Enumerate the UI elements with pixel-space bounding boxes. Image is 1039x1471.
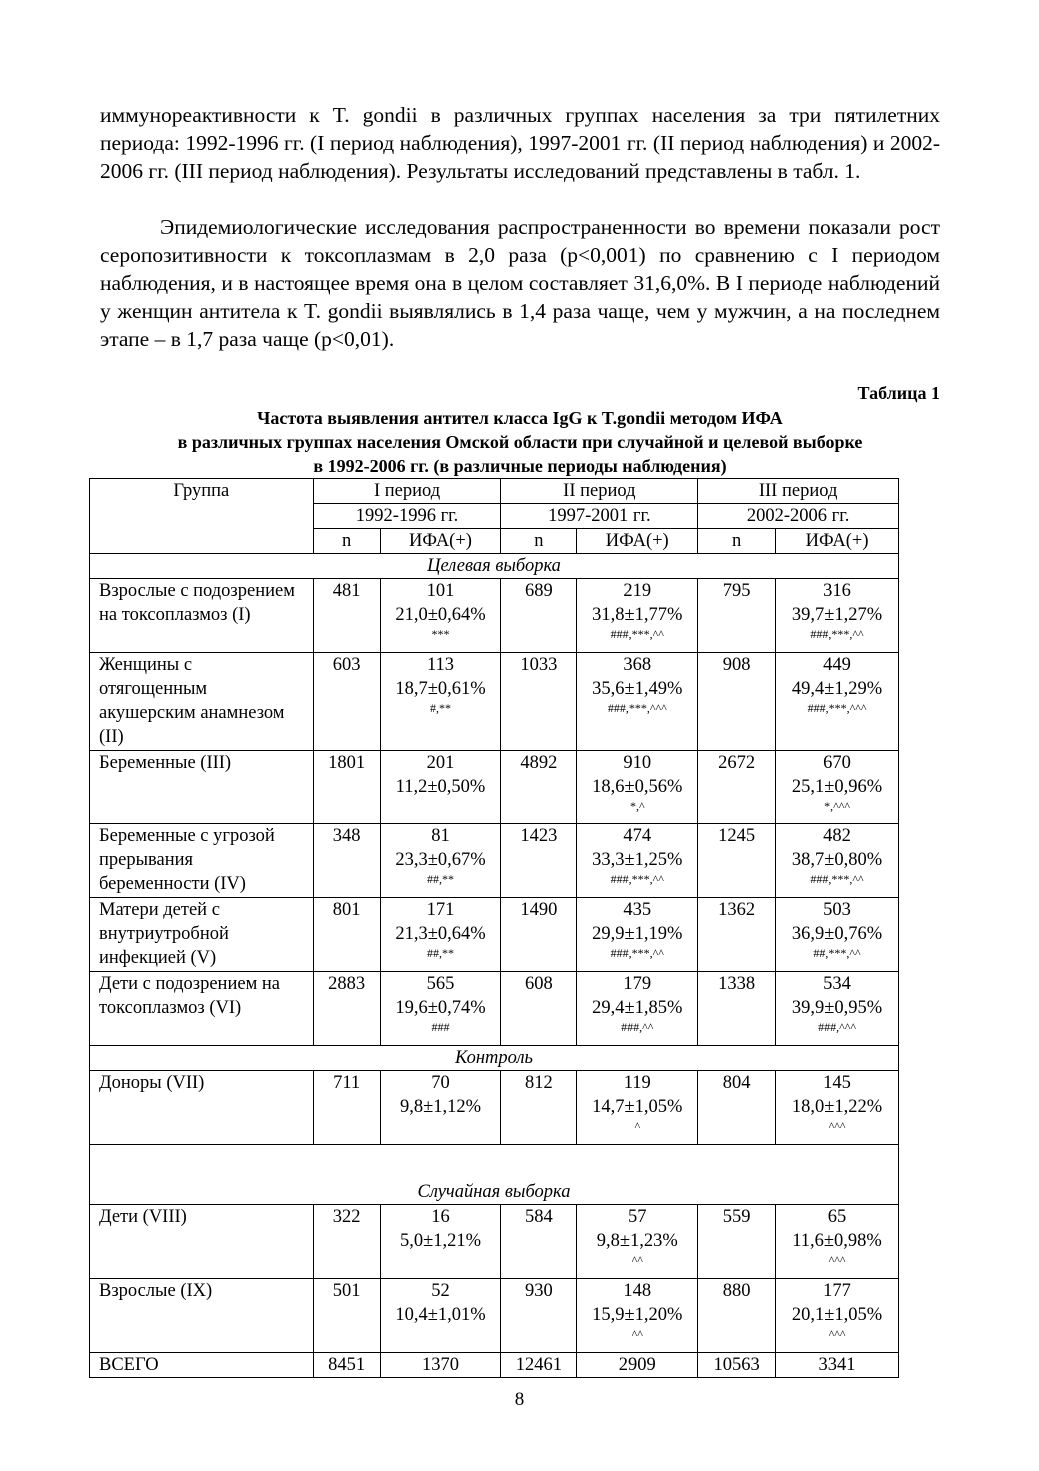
table-row	[90, 1205, 899, 1279]
positive-count: 101	[426, 581, 455, 601]
percentage: 5,0±1,21%	[399, 1231, 482, 1251]
group-name: Дети с подозрением на токсоплазмоз (VI)	[90, 972, 314, 1046]
percentage: 31,8±1,77%	[592, 605, 683, 625]
group-name: Доноры (VII)	[90, 1071, 314, 1145]
positive-count: 65	[827, 1207, 847, 1227]
significance-marks: ###,***,^^^	[807, 701, 867, 715]
group-name: Дети (VIII)	[90, 1205, 314, 1279]
n-cell: 880	[698, 1279, 776, 1353]
n-cell: 930	[501, 1279, 577, 1353]
percentage: 19,6±0,74%	[395, 998, 486, 1018]
ifa-cell	[776, 751, 899, 824]
significance-marks: ###,***,^^	[610, 872, 664, 886]
significance-marks: *,^^^	[824, 799, 850, 813]
table-row	[90, 972, 899, 1046]
section-spacer	[90, 1145, 899, 1181]
positive-count: 148	[623, 1281, 652, 1301]
ifa-cell	[577, 1205, 698, 1279]
ifa-cell	[776, 824, 899, 898]
ifa-cell	[577, 653, 698, 751]
ifa-cell	[380, 824, 501, 898]
header-years-2: 1997-2001 гг.	[501, 504, 698, 529]
ifa-cell	[380, 1071, 501, 1145]
header-ifa: ИФА(+)	[380, 529, 501, 554]
ifa-cell	[380, 972, 501, 1046]
header-group: Группа	[90, 479, 314, 554]
table-caption	[88, 406, 952, 478]
significance-marks: ###,^^	[621, 1020, 654, 1034]
ifa-cell	[776, 972, 899, 1046]
positive-count: 435	[623, 900, 652, 920]
significance-marks: ***	[431, 627, 450, 641]
significance-marks: ###,^^^	[818, 1020, 856, 1034]
ifa-cell	[380, 1205, 501, 1279]
table-row	[90, 1071, 899, 1145]
percentage: 36,9±0,76%	[791, 924, 883, 944]
header-period-2: II период	[501, 479, 698, 504]
section-row-random	[90, 1180, 899, 1205]
positive-count: 113	[426, 655, 455, 675]
n-cell: 1801	[313, 751, 380, 824]
percentage: 29,9±1,19%	[592, 924, 683, 944]
section-control: Контроль	[90, 1046, 899, 1071]
percentage: 21,0±0,64%	[395, 605, 486, 625]
total-n-p2: 12461	[501, 1353, 577, 1378]
total-n-p3: 10563	[698, 1353, 776, 1378]
page-number: 8	[514, 1389, 525, 1410]
positive-count: 179	[623, 974, 652, 994]
significance-marks: ^^^	[828, 1119, 846, 1133]
positive-count: 670	[823, 753, 851, 773]
ifa-cell	[380, 653, 501, 751]
positive-count: 52	[431, 1281, 450, 1301]
ifa-cell	[380, 898, 501, 972]
total-count-p1: 1370	[380, 1353, 501, 1378]
n-cell: 2672	[698, 751, 776, 824]
positive-count: 57	[628, 1207, 647, 1227]
positive-count: 171	[426, 900, 455, 920]
positive-count: 368	[623, 655, 652, 675]
total-count-p3: 3341	[776, 1353, 899, 1378]
ifa-cell	[577, 1071, 698, 1145]
percentage: 38,7±0,80%	[791, 850, 883, 870]
n-cell: 4892	[501, 751, 577, 824]
header-ifa: ИФА(+)	[776, 529, 899, 554]
ifa-cell	[577, 824, 698, 898]
positive-count: 70	[431, 1073, 450, 1093]
n-cell: 1338	[698, 972, 776, 1046]
caption-line-1: Частота выявления антител класса IgG к T.gondii методом ИФА	[257, 408, 783, 428]
group-name: Беременные (III)	[90, 751, 314, 824]
percentage: 35,6±1,49%	[592, 679, 683, 699]
percentage: 33,3±1,25%	[592, 850, 683, 870]
positive-count: 534	[823, 974, 851, 994]
n-cell: 801	[313, 898, 380, 972]
percentage: 25,1±0,96%	[791, 777, 883, 797]
percentage: 39,7±1,27%	[791, 605, 883, 625]
ifa-cell	[577, 972, 698, 1046]
significance-marks: ###,***,^^	[610, 946, 664, 960]
percentage: 39,9±0,95%	[791, 998, 883, 1018]
section-target: Целевая выборка	[90, 554, 899, 579]
ifa-cell	[380, 1279, 501, 1353]
percentage: 23,3±0,67%	[395, 850, 486, 870]
table-row	[90, 579, 899, 653]
n-cell: 711	[313, 1071, 380, 1145]
n-cell: 348	[313, 824, 380, 898]
header-ifa: ИФА(+)	[577, 529, 698, 554]
header-period-1: I период	[313, 479, 501, 504]
significance-marks: ^	[634, 1119, 641, 1133]
n-cell: 1362	[698, 898, 776, 972]
ifa-cell	[577, 898, 698, 972]
ifa-cell	[577, 751, 698, 824]
n-cell: 795	[698, 579, 776, 653]
significance-marks: *,^	[629, 799, 645, 813]
n-cell: 322	[313, 1205, 380, 1279]
significance-marks: ##,***,^^	[813, 946, 861, 960]
ifa-cell	[380, 751, 501, 824]
n-cell: 804	[698, 1071, 776, 1145]
n-cell: 481	[313, 579, 380, 653]
percentage: 18,7±0,61%	[395, 679, 486, 699]
n-cell: 501	[313, 1279, 380, 1353]
positive-count: 16	[431, 1207, 450, 1227]
total-label: ВСЕГО	[90, 1353, 314, 1378]
percentage: 9,8±1,12%	[399, 1097, 482, 1117]
n-cell: 1033	[501, 653, 577, 751]
significance-marks: ###,***,^^^	[607, 701, 667, 715]
header-row-periods	[90, 479, 899, 504]
group-name: Женщины с отягощенным акушерским анамнезом (II)	[90, 653, 314, 751]
paragraph-epidemiology: Эпидемиологические исследования распространенности во времени показали рост серопозитивности к токсоплазмам в 2,0 раза (р<0,001) по сравнению с I периодом наблюдения, и в настоящее время она в целом составляет 31,6,0%. В I периоде наблюдений у женщин антитела к T. gondii выявлялись в 1,4 раза чаще, чем у мужчин, а на последнем этапе – в 1,7 раза чаще (р<0,01).	[100, 215, 940, 351]
percentage: 18,0±1,22%	[791, 1097, 883, 1117]
n-cell: 608	[501, 972, 577, 1046]
significance-marks: ^^^	[828, 1253, 846, 1267]
section-row-target	[90, 554, 899, 579]
group-name: Беременные с угрозой прерывания беременности (IV)	[90, 824, 314, 898]
ifa-cell	[380, 579, 501, 653]
header-n: n	[698, 529, 776, 554]
n-cell: 1423	[501, 824, 577, 898]
positive-count: 119	[623, 1073, 651, 1093]
ifa-cell	[577, 579, 698, 653]
positive-count: 503	[823, 900, 851, 920]
n-cell: 559	[698, 1205, 776, 1279]
header-years-1: 1992-1996 гг.	[313, 504, 501, 529]
paragraph-intro: иммунореактивности к T. gondii в различных группах населения за три пятилетних периода: 1992-1996 гг. (I период наблюдения), 1997-2001 гг. (II период наблюдения) и 2002-2006 гг. (III период наблюдения). Результаты исследований представлены в табл. 1.	[100, 103, 940, 183]
positive-count: 145	[823, 1073, 851, 1093]
results-table	[89, 478, 899, 1378]
n-cell: 689	[501, 579, 577, 653]
header-n: n	[501, 529, 577, 554]
significance-marks: #,**	[429, 701, 451, 715]
n-cell: 812	[501, 1071, 577, 1145]
header-n: n	[313, 529, 380, 554]
percentage: 15,9±1,20%	[592, 1305, 683, 1325]
header-period-3: III период	[698, 479, 899, 504]
table-row	[90, 751, 899, 824]
ifa-cell	[776, 1279, 899, 1353]
section-random: Случайная выборка	[90, 1180, 899, 1205]
significance-marks: ###,***,^^	[810, 872, 864, 886]
positive-count: 81	[431, 826, 450, 846]
percentage: 14,7±1,05%	[592, 1097, 683, 1117]
significance-marks: ^^	[631, 1253, 643, 1267]
significance-marks: ###,***,^^	[810, 627, 864, 641]
significance-marks: ###,***,^^	[610, 627, 664, 641]
table-label: Таблица 1	[857, 383, 940, 403]
table-row	[90, 824, 899, 898]
positive-count: 219	[623, 581, 652, 601]
percentage: 49,4±1,29%	[791, 679, 883, 699]
positive-count: 316	[823, 581, 851, 601]
positive-count: 565	[426, 974, 455, 994]
significance-marks: ^^^	[828, 1327, 846, 1341]
positive-count: 449	[823, 655, 851, 675]
percentage: 11,2±0,50%	[395, 777, 486, 797]
n-cell: 1245	[698, 824, 776, 898]
positive-count: 177	[823, 1281, 851, 1301]
positive-count: 910	[623, 753, 652, 773]
section-row-control	[90, 1046, 899, 1071]
n-cell: 584	[501, 1205, 577, 1279]
ifa-cell	[776, 579, 899, 653]
percentage: 10,4±1,01%	[395, 1305, 486, 1325]
significance-marks: ##,**	[426, 872, 454, 886]
positive-count: 482	[823, 826, 851, 846]
ifa-cell	[776, 653, 899, 751]
percentage: 9,8±1,23%	[596, 1231, 678, 1251]
ifa-cell	[776, 898, 899, 972]
positive-count: 474	[623, 826, 652, 846]
n-cell: 908	[698, 653, 776, 751]
significance-marks: ###	[431, 1020, 450, 1034]
percentage: 20,1±1,05%	[791, 1305, 883, 1325]
table-row	[90, 653, 899, 751]
total-count-p2: 2909	[577, 1353, 698, 1378]
group-name: Взрослые с подозрением на токсоплазмоз (I)	[90, 579, 314, 653]
caption-line-2: в различных группах населения Омской области при случайной и целевой выборке	[177, 432, 863, 452]
percentage: 29,4±1,85%	[592, 998, 683, 1018]
group-name: Матери детей с внутриутробной инфекцией (V)	[90, 898, 314, 972]
percentage: 11,6±0,98%	[792, 1231, 882, 1251]
ifa-cell	[577, 1279, 698, 1353]
significance-marks: ##,**	[426, 946, 454, 960]
ifa-cell	[776, 1071, 899, 1145]
group-name: Взрослые (IX)	[90, 1279, 314, 1353]
percentage: 21,3±0,64%	[395, 924, 486, 944]
total-row	[90, 1353, 899, 1378]
ifa-cell	[776, 1205, 899, 1279]
n-cell: 2883	[313, 972, 380, 1046]
percentage: 18,6±0,56%	[592, 777, 683, 797]
n-cell: 603	[313, 653, 380, 751]
caption-line-3: в 1992-2006 гг. (в различные периоды наблюдения)	[313, 456, 727, 476]
total-n-p1: 8451	[313, 1353, 380, 1378]
header-years-3: 2002-2006 гг.	[698, 504, 899, 529]
significance-marks: ^^	[631, 1327, 643, 1341]
positive-count: 201	[426, 753, 455, 773]
table-row	[90, 898, 899, 972]
table-row	[90, 1279, 899, 1353]
section-row-random-spacer	[90, 1145, 899, 1181]
n-cell: 1490	[501, 898, 577, 972]
